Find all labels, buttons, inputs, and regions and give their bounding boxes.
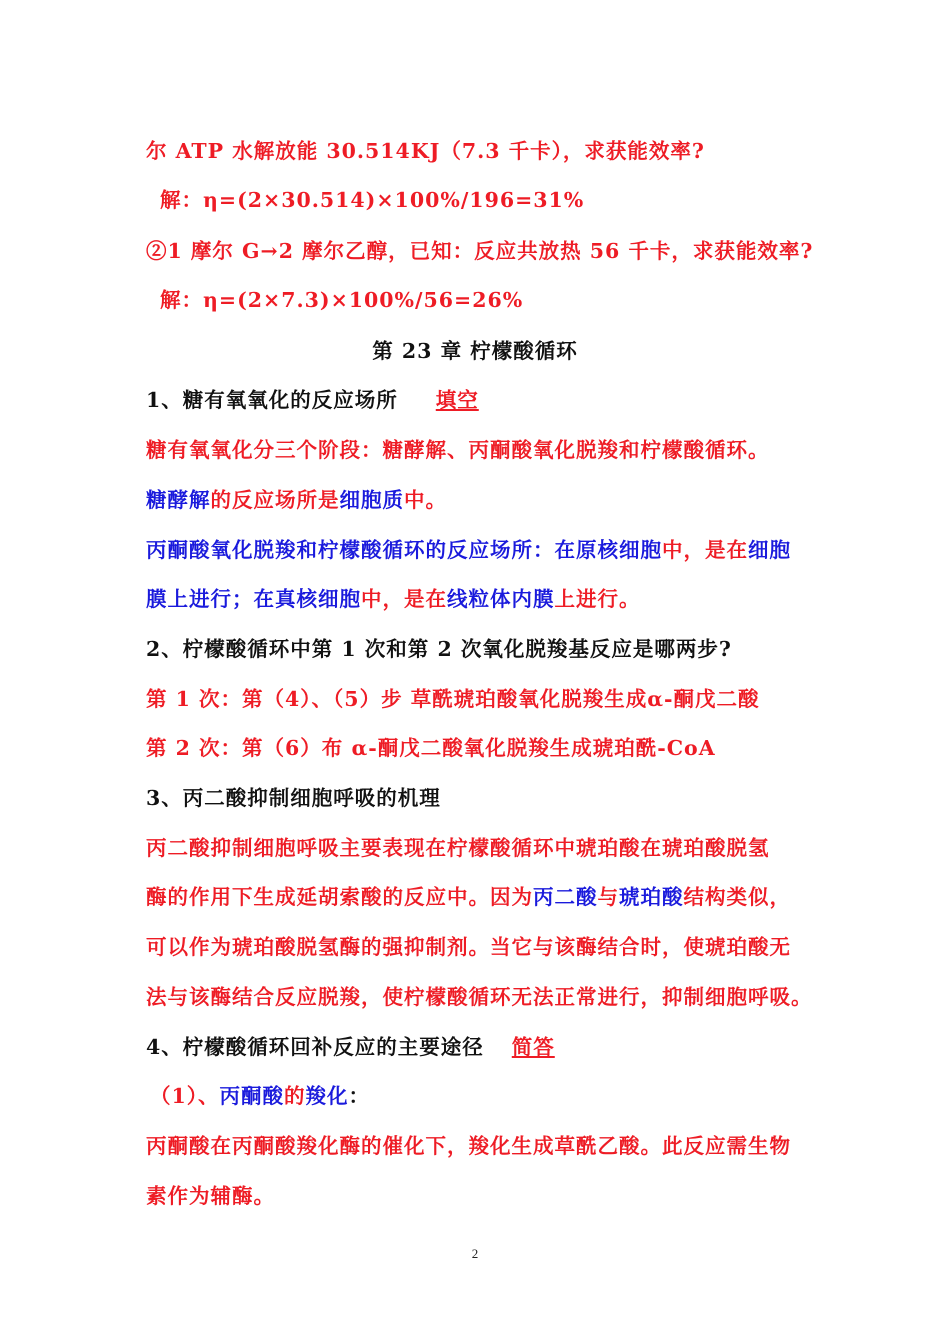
- answer-line: [146, 882, 850, 912]
- question-4: [146, 1032, 850, 1062]
- answer-text: 的: [284, 1084, 306, 1108]
- answer-line: 法与该酶结合反应脱羧，使柠檬酸循环无法正常进行，抑制细胞呼吸。: [146, 985, 813, 1009]
- term-highlight: 线粒体内膜: [447, 587, 555, 611]
- solution-line: 解：η=(2×30.514)×100%/196=31%: [160, 188, 585, 212]
- term-highlight: 琥珀酸: [619, 885, 684, 909]
- term-highlight: 糖酵解: [146, 488, 211, 512]
- answer-line: 丙酮酸在丙酮酸羧化酶的催化下，羧化生成草酰乙酸。此反应需生物: [146, 1134, 791, 1158]
- answer-line: 糖有氧氧化分三个阶段：糖酵解、丙酮酸氧化脱羧和柠檬酸循环。: [146, 438, 770, 462]
- answer-text: 膜上进行；在真核细胞: [146, 587, 361, 611]
- answer-text: 酶的作用下生成延胡索酸的反应中。因为: [146, 885, 533, 909]
- answer-line: 第 1 次：第（4）、（5）步 草酰琥珀酸氧化脱羧生成α-酮戊二酸: [146, 687, 760, 711]
- solution-line: 解：η=(2×7.3)×100%/56=26%: [160, 288, 524, 312]
- answer-text: ：: [348, 1084, 371, 1108]
- question-3: 3、丙二酸抑制细胞呼吸的机理: [146, 786, 441, 810]
- answer-line: [146, 535, 850, 565]
- question-type-tag: 简答: [511, 1035, 555, 1059]
- subsection-heading: [150, 1081, 850, 1111]
- answer-text: 中，是在: [361, 587, 447, 611]
- answer-line: 可以作为琥珀酸脱氢酶的强抑制剂。当它与该酶结合时，使琥珀酸无: [146, 935, 791, 959]
- answer-text: 丙酮酸氧化脱羧和柠檬酸循环的反应场所：在原核细胞: [146, 538, 662, 562]
- question-text: 1、糖有氧氧化的反应场所: [146, 388, 398, 412]
- term-highlight: 细胞质: [339, 488, 404, 512]
- answer-line: 丙二酸抑制细胞呼吸主要表现在柠檬酸循环中琥珀酸在琥珀酸脱氢: [146, 836, 770, 860]
- term-highlight: 羧化: [305, 1084, 349, 1108]
- question-2: 2、柠檬酸循环中第 1 次和第 2 次氧化脱羧基反应是哪两步?: [146, 637, 732, 661]
- answer-text: 结构类似，: [683, 885, 791, 909]
- answer-line: 第 2 次：第（6）布 α-酮戊二酸氧化脱羧生成琥珀酰-CoA: [146, 736, 716, 760]
- page-number: 2: [471, 1246, 479, 1261]
- answer-line: 素作为辅酶。: [146, 1184, 275, 1208]
- answer-text: 与: [597, 885, 619, 909]
- chapter-title: 第 23 章 柠檬酸循环: [372, 339, 578, 363]
- text-line: 尔 ATP 水解放能 30.514KJ（7.3 千卡），求获能效率?: [146, 139, 705, 163]
- answer-text: 中，是在: [662, 538, 748, 562]
- term-highlight: 丙酮酸: [219, 1084, 285, 1108]
- answer-line: [146, 584, 850, 614]
- term-highlight: 丙二酸: [533, 885, 598, 909]
- question-type-tag: 填空: [435, 388, 479, 412]
- answer-text: 上进行。: [554, 587, 641, 611]
- text-line: ②1 摩尔 G→2 摩尔乙醇，已知：反应共放热 56 千卡，求获能效率?: [146, 239, 814, 263]
- subsection-number: （1）、: [150, 1084, 220, 1108]
- answer-text: 的反应场所是: [210, 488, 340, 512]
- question-1: [146, 385, 850, 415]
- answer-line: [146, 485, 850, 515]
- answer-text: 中。: [404, 488, 447, 512]
- question-text: 4、柠檬酸循环回补反应的主要途径: [146, 1035, 484, 1059]
- term-highlight: 细胞: [748, 538, 791, 562]
